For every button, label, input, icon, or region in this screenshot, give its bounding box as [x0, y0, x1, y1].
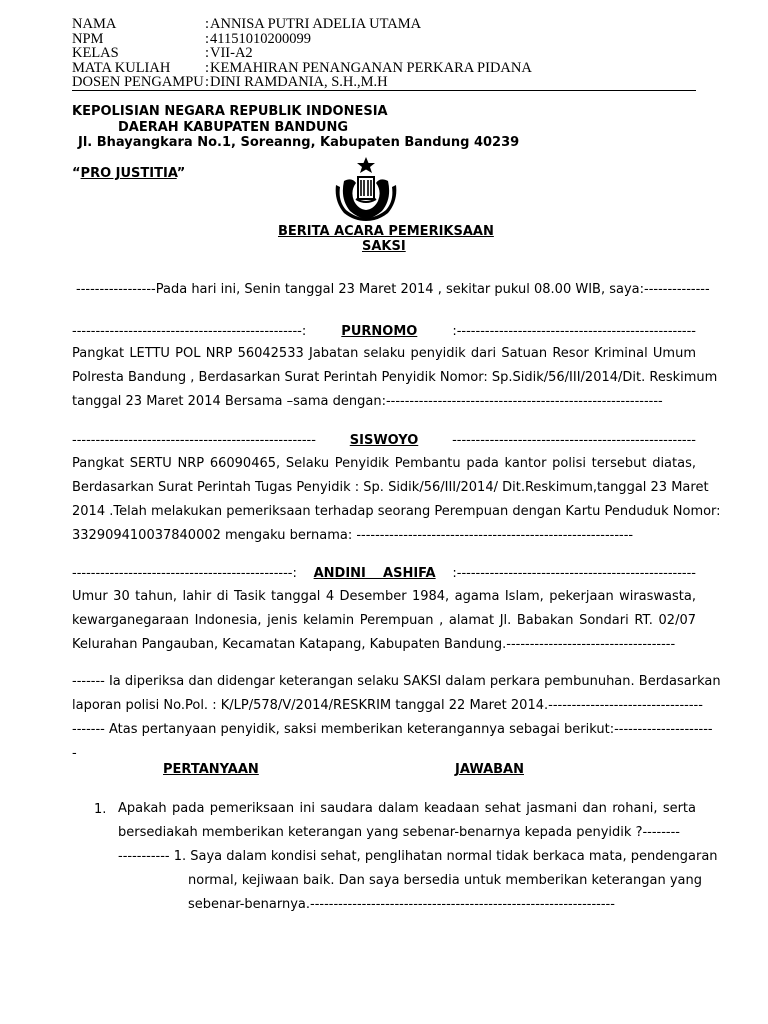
- witness-header: [72, 566, 696, 581]
- investigator1-header: [72, 324, 696, 339]
- paragraph-line: Polresta Bandung , Berdasarkan Surat Perintah Penyidik Nomor: Sp.Sidik/56/III/2014/Dit. Reskimum: [72, 370, 718, 385]
- info-label: MATA KULIAH: [72, 59, 171, 76]
- dash-fill: :---------------------------------------------------: [452, 324, 696, 339]
- info-separator: :: [205, 59, 210, 76]
- quote-close: ”: [176, 166, 186, 181]
- investigator2-paragraph: [72, 452, 721, 548]
- agency-name: KEPOLISIAN NEGARA REPUBLIK INDONESIA: [72, 104, 388, 119]
- paragraph-line: Pangkat LETTU POL NRP 56042533 Jabatan selaku penyidik dari Satuan Resor Kriminal Umum: [72, 346, 696, 361]
- info-row-dosen: [72, 75, 696, 90]
- header-divider: [72, 90, 696, 91]
- answer-line: normal, kejiwaan baik. Dan saya bersedia untuk memberikan keterangan yang: [188, 873, 702, 888]
- info-value: VII-A2: [210, 45, 253, 61]
- info-row-npm: [72, 32, 696, 47]
- answer-heading: JAWABAN: [455, 762, 524, 777]
- question-number: 1.: [94, 802, 107, 817]
- pro-justitia-text: PRO JUSTITIA: [80, 166, 177, 181]
- paragraph-line: Berdasarkan Surat Perintah Tugas Penyidik : Sp. Sidik/56/III/2014/ Dit.Reskimum,tanggal 23 Maret: [72, 480, 709, 495]
- paragraph-line: Umur 30 tahun, lahir di Tasik tanggal 4 Desember 1984, agama Islam, pekerjaan wiraswasta,: [72, 589, 696, 604]
- info-value: 41151010200099: [210, 30, 311, 47]
- paragraph-line: 332909410037840002 mengaku bernama: -----------------------------------------------------------: [72, 528, 634, 543]
- paragraph-line: ------- Atas pertanyaan penyidik, saksi memberikan keterangannya sebagai berikut:---------------------: [72, 722, 713, 737]
- dash-fill: ----------------------------------------------------: [72, 433, 316, 448]
- document-subtitle: SAKSI: [362, 239, 406, 254]
- info-row-mata-kuliah: [72, 61, 696, 76]
- document-title: BERITA ACARA PEMERIKSAAN: [278, 224, 494, 239]
- quote-open: “: [72, 166, 81, 181]
- paragraph-line: ------- Ia diperiksa dan didengar keterangan selaku SAKSI dalam perkara pembunuhan. Berdasarkan: [72, 674, 721, 689]
- info-value: KEMAHIRAN PENANGANAN PERKARA PIDANA: [210, 59, 532, 76]
- info-separator: :: [205, 74, 210, 90]
- info-value: ANNISA PUTRI ADELIA UTAMA: [210, 16, 422, 32]
- info-separator: :: [205, 16, 210, 32]
- paragraph-line: 2014 .Telah melakukan pemeriksaan terhadap seorang Perempuan dengan Kartu Penduduk Nomor:: [72, 504, 721, 519]
- info-separator: :: [205, 45, 210, 61]
- student-info: [72, 17, 696, 90]
- agency-address: Jl. Bhayangkara No.1, Soreanng, Kabupaten Bandung 40239: [78, 135, 520, 150]
- info-label: DOSEN PENGAMPU: [72, 74, 204, 90]
- dash-fill: -----------------------------------------------:: [72, 566, 297, 581]
- investigator1-paragraph: [72, 342, 718, 414]
- statement-paragraph: [72, 670, 721, 766]
- answer-line: sebenar-benarnya.-----------------------------------------------------------------: [188, 897, 615, 912]
- paragraph-line: Kelurahan Pangauban, Kecamatan Katapang, Kabupaten Bandung.------------------------------------: [72, 637, 676, 652]
- agency-region: DAERAH KABUPATEN BANDUNG: [118, 120, 349, 135]
- witness-name: ANDINI ASHIFA: [313, 566, 436, 581]
- answer-line: ----------- 1. Saya dalam kondisi sehat, penglihatan normal tidak berkaca mata, pendengaran: [118, 849, 718, 864]
- info-label: NAMA: [72, 16, 117, 32]
- dash-fill: ----------------------------------------------------: [452, 433, 696, 448]
- info-row-nama: [72, 17, 696, 32]
- info-value: DINI RAMDANIA, S.H.,M.H: [210, 74, 388, 90]
- info-separator: :: [205, 30, 210, 47]
- question-line: Apakah pada pemeriksaan ini saudara dalam keadaan sehat jasmani dan rohani, serta: [118, 801, 696, 816]
- question-text: [118, 797, 696, 845]
- police-emblem-icon: [330, 155, 402, 221]
- pro-justitia: [72, 166, 185, 181]
- investigator2-name: SISWOYO: [349, 433, 419, 448]
- paragraph-line: -: [72, 746, 77, 761]
- dash-fill: :---------------------------------------------------: [452, 566, 696, 581]
- paragraph-line: kewarganegaraan Indonesia, jenis kelamin Perempuan , alamat Jl. Babakan Sondari RT. 02/07: [72, 613, 696, 628]
- info-label: NPM: [72, 30, 104, 47]
- info-label: KELAS: [72, 45, 119, 61]
- investigator1-name: PURNOMO: [341, 324, 418, 339]
- witness-paragraph: [72, 585, 696, 657]
- answer-text: [118, 845, 718, 917]
- question-heading: PERTANYAAN: [163, 762, 259, 777]
- paragraph-line: laporan polisi No.Pol. : K/LP/578/V/2014/RESKRIM tanggal 22 Maret 2014.---------------------------------: [72, 698, 703, 713]
- question-line: bersediakah memberikan keterangan yang sebenar-benarnya kepada penyidik ?--------: [118, 825, 680, 840]
- opening-line: -----------------Pada hari ini, Senin tanggal 23 Maret 2014 , sekitar pukul 08.00 WIB, saya:--------------: [76, 282, 710, 297]
- investigator2-header: [72, 433, 696, 448]
- dash-fill: -------------------------------------------------:: [72, 324, 307, 339]
- info-row-kelas: [72, 46, 696, 61]
- paragraph-line: Pangkat SERTU NRP 66090465, Selaku Penyidik Pembantu pada kantor polisi tersebut diatas,: [72, 456, 696, 471]
- paragraph-line: tanggal 23 Maret 2014 Bersama –sama dengan:-----------------------------------------------------------: [72, 394, 663, 409]
